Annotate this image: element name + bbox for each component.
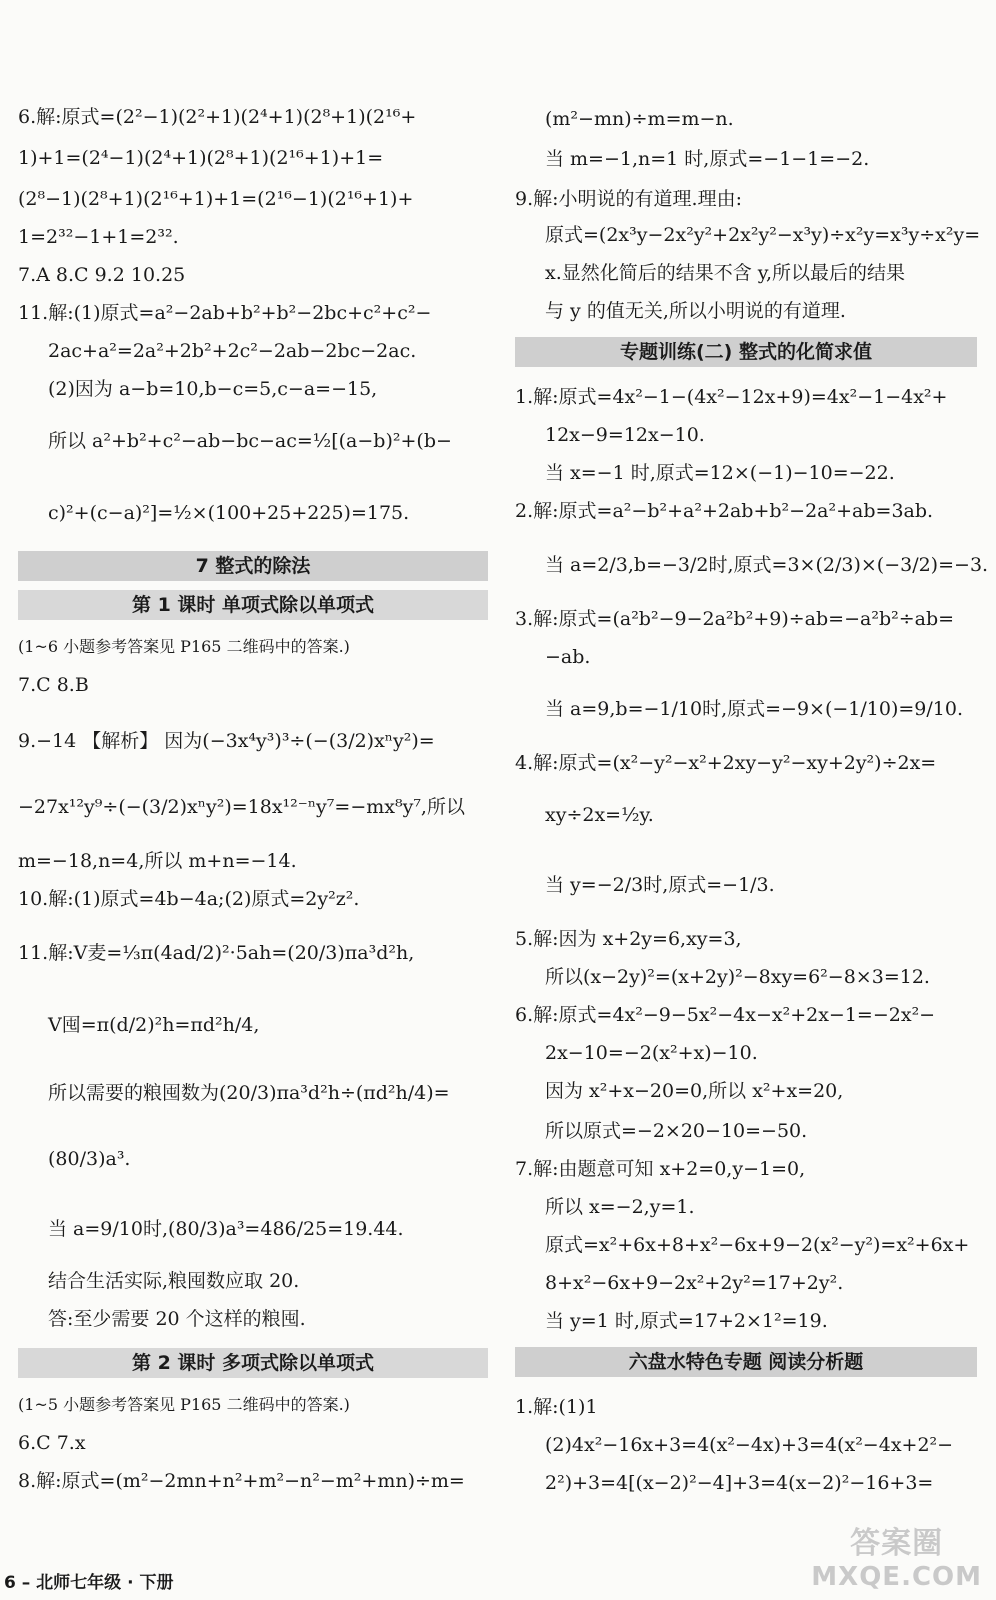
note-line: (1~6 小题参考答案见 P165 二维码中的答案.) [18,637,350,656]
answer-line: 8+x²−6x+9−2x²+2y²=17+2y². [545,1272,844,1294]
answer-line: −ab. [545,646,591,668]
answer-line: 结合生活实际,粮囤数应取 20. [48,1270,300,1292]
answer-line: 与 y 的值无关,所以小明说的有道理. [545,300,846,322]
answer-line: 11.解:(1)原式=a²−2ab+b²+b²−2bc+c²+c²− [18,302,432,324]
answer-line: 当 x=−1 时,原式=12×(−1)−10=−22. [545,462,895,484]
answer-line: 当 y=1 时,原式=17+2×1²=19. [545,1310,828,1332]
answer-line: x.显然化简后的结果不含 y,所以最后的结果 [545,262,906,284]
answer-line: xy÷2x=½y. [545,804,654,826]
answer-line: −27x¹²y⁹÷(−(3/2)xⁿy²)=18x¹²⁻ⁿy⁷=−mx⁸y⁷,所以 [18,796,465,818]
answer-line: c)²+(c−a)²]=½×(100+25+225)=175. [48,502,410,524]
answer-line: 12x−9=12x−10. [545,424,705,446]
answer-line: 所以 x=−2,y=1. [545,1196,695,1218]
answer-line: (m²−mn)÷m=m−n. [545,108,734,130]
answer-line: 8.解:原式=(m²−2mn+n²+m²−n²−m²+mn)÷m= [18,1470,465,1492]
answer-line: 当 m=−1,n=1 时,原式=−1−1=−2. [545,148,870,170]
answer-line: (80/3)a³. [48,1148,131,1170]
answer-line: 1.解:原式=4x²−1−(4x²−12x+9)=4x²−1−4x²+ [515,386,948,408]
watermark-cn: 答案圈 [850,1526,944,1561]
answer-line: 4.解:原式=(x²−y²−x²+2xy−y²−xy+2y²)÷2x= [515,752,937,774]
answer-line: 6.解:原式=4x²−9−5x²−4x−x²+2x−1=−2x²− [515,1004,936,1026]
answer-line: 1.解:(1)1 [515,1396,598,1418]
answer-line: V囤=π(d/2)²h=πd²h/4, [48,1014,260,1036]
answer-line: 7.A 8.C 9.2 10.25 [18,264,186,286]
section-heading: 六盘水特色专题 阅读分析题 [515,1347,977,1377]
answer-line: 因为 x²+x−20=0,所以 x²+x=20, [545,1080,844,1102]
watermark-en: MXQE.COM [811,1562,982,1592]
answer-line: 10.解:(1)原式=4b−4a;(2)原式=2y²z². [18,888,360,910]
answer-line: 6.C 7.x [18,1432,86,1454]
answer-line: 5.解:因为 x+2y=6,xy=3, [515,928,742,950]
answer-line: 2.解:原式=a²−b²+a²+2ab+b²−2a²+ab=3ab. [515,500,934,522]
answer-line: 当 a=9/10时,(80/3)a³=486/25=19.44. [48,1218,404,1240]
answer-line: 原式=(2x³y−2x²y²+2x²y²−x³y)÷x²y=x³y÷x²y= [545,224,981,246]
answer-line: 当 y=−2/3时,原式=−1/3. [545,874,775,896]
answer-line: (2)因为 a−b=10,b−c=5,c−a=−15, [48,378,378,400]
watermark-logo [811,1518,982,1592]
answer-line: 1)+1=(2⁴−1)(2⁴+1)(2⁸+1)(2¹⁶+1)+1= [18,147,384,169]
answer-line: 2ac+a²=2a²+2b²+2c²−2ab−2bc−2ac. [48,340,417,362]
answer-line: m=−18,n=4,所以 m+n=−14. [18,850,297,872]
section-heading: 专题训练(二) 整式的化简求值 [515,337,977,367]
answer-line: 3.解:原式=(a²b²−9−2a²b²+9)÷ab=−a²b²÷ab= [515,608,955,630]
answer-line: 原式=x²+6x+8+x²−6x+9−2(x²−y²)=x²+6x+ [545,1234,970,1256]
answer-line: 7.解:由题意可知 x+2=0,y−1=0, [515,1158,806,1180]
page-footer: 6 – 北师七年级 · 下册 [4,1573,174,1593]
answer-line: 所以需要的粮囤数为(20/3)πa³d²h÷(πd²h/4)= [48,1082,450,1104]
answer-line: 当 a=9,b=−1/10时,原式=−9×(−1/10)=9/10. [545,698,964,720]
answer-line: 2²)+3=4[(x−2)²−4]+3=4(x−2)²−16+3= [545,1472,934,1494]
answer-line: 当 a=2/3,b=−3/2时,原式=3×(2/3)×(−3/2)=−3. [545,554,989,576]
answer-line: (2⁸−1)(2⁸+1)(2¹⁶+1)+1=(2¹⁶−1)(2¹⁶+1)+ [18,188,414,210]
answer-line: (2)4x²−16x+3=4(x²−4x)+3=4(x²−4x+2²− [545,1434,954,1456]
answer-line: 答:至少需要 20 个这样的粮囤. [48,1308,306,1330]
answer-line: 9.−14 【解析】 因为(−3x⁴y³)³÷(−(3/2)xⁿy²)= [18,730,435,752]
subsection-heading: 第 2 课时 多项式除以单项式 [18,1348,488,1378]
answer-line: 所以(x−2y)²=(x+2y)²−8xy=6²−8×3=12. [545,966,930,988]
note-line: (1~5 小题参考答案见 P165 二维码中的答案.) [18,1395,350,1414]
answer-line: 9.解:小明说的有道理.理由: [515,188,742,210]
subsection-heading: 第 1 课时 单项式除以单项式 [18,590,488,620]
answer-line: 所以 a²+b²+c²−ab−bc−ac=½[(a−b)²+(b− [48,430,452,452]
answer-line: 所以原式=−2×20−10=−50. [545,1120,808,1142]
answer-line: 6.解:原式=(2²−1)(2²+1)(2⁴+1)(2⁸+1)(2¹⁶+ [18,106,417,128]
answer-line: 2x−10=−2(x²+x)−10. [545,1042,758,1064]
answer-line: 11.解:V麦=⅓π(4ad/2)²·5ah=(20/3)πa³d²h, [18,942,415,964]
section-heading: 7 整式的除法 [18,551,488,581]
answer-line: 7.C 8.B [18,674,89,696]
answer-line: 1=2³²−1+1=2³². [18,226,179,248]
